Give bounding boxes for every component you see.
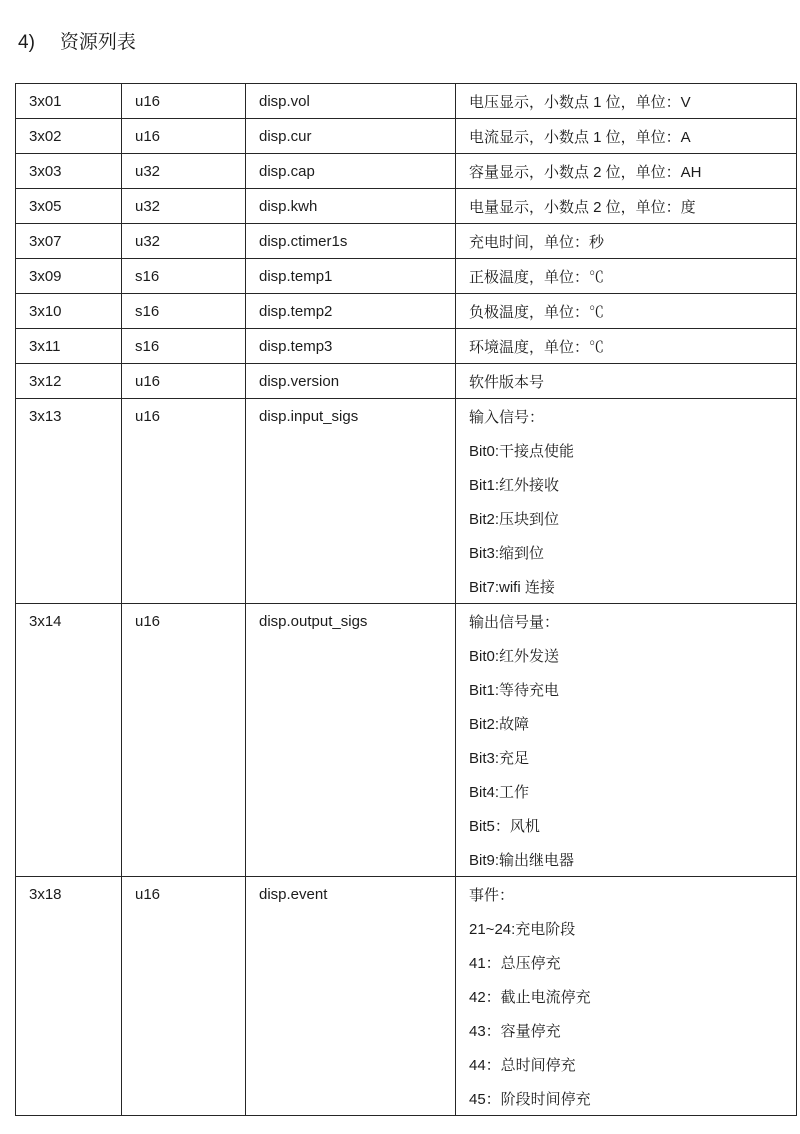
address-value: 3x11 <box>29 337 61 355</box>
type-value: u16 <box>135 407 161 425</box>
table-row <box>16 364 797 399</box>
description-line: 负极温度，单位：℃ <box>469 303 605 321</box>
description-line: 容量显示，小数点 2 位，单位：AH <box>469 163 702 181</box>
description-cell <box>456 154 797 189</box>
table-row <box>16 84 797 119</box>
resource-table <box>15 83 797 1116</box>
address-value: 3x02 <box>29 127 62 145</box>
table-row <box>16 399 797 604</box>
description-line: 环境温度，单位：℃ <box>469 338 605 356</box>
type-value: s16 <box>135 267 160 285</box>
description-line: 软件版本号 <box>469 373 545 391</box>
table-row <box>16 119 797 154</box>
name-cell <box>246 877 456 1116</box>
address-value: 3x03 <box>29 162 62 180</box>
description-line: 21~24:充电阶段 <box>469 920 576 938</box>
name-value: disp.event <box>259 885 328 903</box>
description-line: Bit4:工作 <box>469 783 530 801</box>
address-cell <box>16 154 122 189</box>
name-cell <box>246 84 456 119</box>
name-value: disp.ctimer1s <box>259 232 348 250</box>
description-line: 42：截止电流停充 <box>469 988 591 1006</box>
address-value: 3x09 <box>29 267 62 285</box>
address-cell <box>16 294 122 329</box>
name-cell <box>246 224 456 259</box>
description-line: 事件： <box>469 886 515 904</box>
name-value: disp.input_sigs <box>259 407 359 425</box>
name-value: disp.temp3 <box>259 337 333 355</box>
table-row <box>16 259 797 294</box>
description-line: 电量显示，小数点 2 位，单位：度 <box>469 198 696 216</box>
address-value: 3x10 <box>29 302 62 320</box>
type-cell <box>122 84 246 119</box>
name-cell <box>246 329 456 364</box>
type-value: u32 <box>135 162 161 180</box>
table-row <box>16 189 797 224</box>
address-cell <box>16 84 122 119</box>
address-cell <box>16 224 122 259</box>
type-value: u16 <box>135 92 161 110</box>
description-line: 电流显示，小数点 1 位，单位：A <box>469 128 691 146</box>
address-cell <box>16 189 122 224</box>
address-value: 3x01 <box>29 92 62 110</box>
description-line: Bit7:wifi 连接 <box>469 578 555 596</box>
address-value: 3x07 <box>29 232 62 250</box>
name-value: disp.temp1 <box>259 267 333 285</box>
type-value: u16 <box>135 612 161 630</box>
description-line: 电压显示，小数点 1 位，单位：V <box>469 93 691 111</box>
address-value: 3x18 <box>29 885 62 903</box>
resource-table-body <box>16 84 797 1116</box>
table-row <box>16 224 797 259</box>
type-cell <box>122 259 246 294</box>
type-value: s16 <box>135 337 160 355</box>
name-value: disp.cap <box>259 162 315 180</box>
name-value: disp.cur <box>259 127 312 145</box>
description-line: 41：总压停充 <box>469 954 561 972</box>
table-row <box>16 877 797 1116</box>
address-cell <box>16 399 122 604</box>
type-value: u16 <box>135 885 161 903</box>
table-row <box>16 329 797 364</box>
address-value: 3x14 <box>29 612 62 630</box>
type-cell <box>122 399 246 604</box>
table-row <box>16 604 797 877</box>
description-line: Bit9:输出继电器 <box>469 851 575 869</box>
description-cell <box>456 259 797 294</box>
description-cell <box>456 189 797 224</box>
description-line: Bit2:故障 <box>469 715 530 733</box>
address-cell <box>16 877 122 1116</box>
description-cell <box>456 224 797 259</box>
name-value: disp.vol <box>259 92 310 110</box>
name-cell <box>246 399 456 604</box>
description-line: Bit3:充足 <box>469 749 530 767</box>
address-cell <box>16 364 122 399</box>
description-line: Bit1:红外接收 <box>469 476 560 494</box>
description-cell <box>456 329 797 364</box>
description-line: 输出信号量： <box>469 613 560 631</box>
table-row <box>16 154 797 189</box>
address-cell <box>16 119 122 154</box>
description-line: Bit0:红外发送 <box>469 647 560 665</box>
description-line: 43：容量停充 <box>469 1022 561 1040</box>
section-title: 资源列表 <box>59 32 136 53</box>
address-value: 3x13 <box>29 407 62 425</box>
description-line: 44：总时间停充 <box>469 1056 576 1074</box>
table-row <box>16 294 797 329</box>
name-value: disp.kwh <box>259 197 318 215</box>
name-cell <box>246 294 456 329</box>
description-line: 45：阶段时间停充 <box>469 1090 591 1108</box>
description-cell <box>456 399 797 604</box>
address-value: 3x05 <box>29 197 62 215</box>
address-cell <box>16 259 122 294</box>
address-value: 3x12 <box>29 372 62 390</box>
description-line: Bit0:干接点使能 <box>469 442 575 460</box>
description-cell <box>456 119 797 154</box>
name-cell <box>246 604 456 877</box>
type-cell <box>122 189 246 224</box>
section-heading <box>18 31 136 55</box>
type-cell <box>122 119 246 154</box>
type-cell <box>122 224 246 259</box>
name-cell <box>246 259 456 294</box>
type-cell <box>122 364 246 399</box>
description-cell <box>456 84 797 119</box>
type-value: u16 <box>135 127 161 145</box>
description-line: Bit3:缩到位 <box>469 544 545 562</box>
type-cell <box>122 294 246 329</box>
name-cell <box>246 189 456 224</box>
name-value: disp.version <box>259 372 340 390</box>
description-cell <box>456 604 797 877</box>
type-value: u16 <box>135 372 161 390</box>
type-cell <box>122 877 246 1116</box>
description-cell <box>456 364 797 399</box>
description-cell <box>456 294 797 329</box>
type-value: u32 <box>135 232 161 250</box>
name-value: disp.output_sigs <box>259 612 368 630</box>
address-cell <box>16 329 122 364</box>
name-cell <box>246 364 456 399</box>
type-value: u32 <box>135 197 161 215</box>
description-line: 充电时间，单位：秒 <box>469 233 605 251</box>
type-cell <box>122 604 246 877</box>
description-cell <box>456 877 797 1116</box>
description-line: Bit1:等待充电 <box>469 681 560 699</box>
section-number: 4) <box>18 32 35 53</box>
name-cell <box>246 154 456 189</box>
description-line: Bit5：风机 <box>469 817 540 835</box>
description-line: 正极温度，单位：℃ <box>469 268 605 286</box>
type-value: s16 <box>135 302 160 320</box>
type-cell <box>122 329 246 364</box>
name-value: disp.temp2 <box>259 302 333 320</box>
name-cell <box>246 119 456 154</box>
description-line: Bit2:压块到位 <box>469 510 560 528</box>
type-cell <box>122 154 246 189</box>
description-line: 输入信号： <box>469 408 545 426</box>
address-cell <box>16 604 122 877</box>
